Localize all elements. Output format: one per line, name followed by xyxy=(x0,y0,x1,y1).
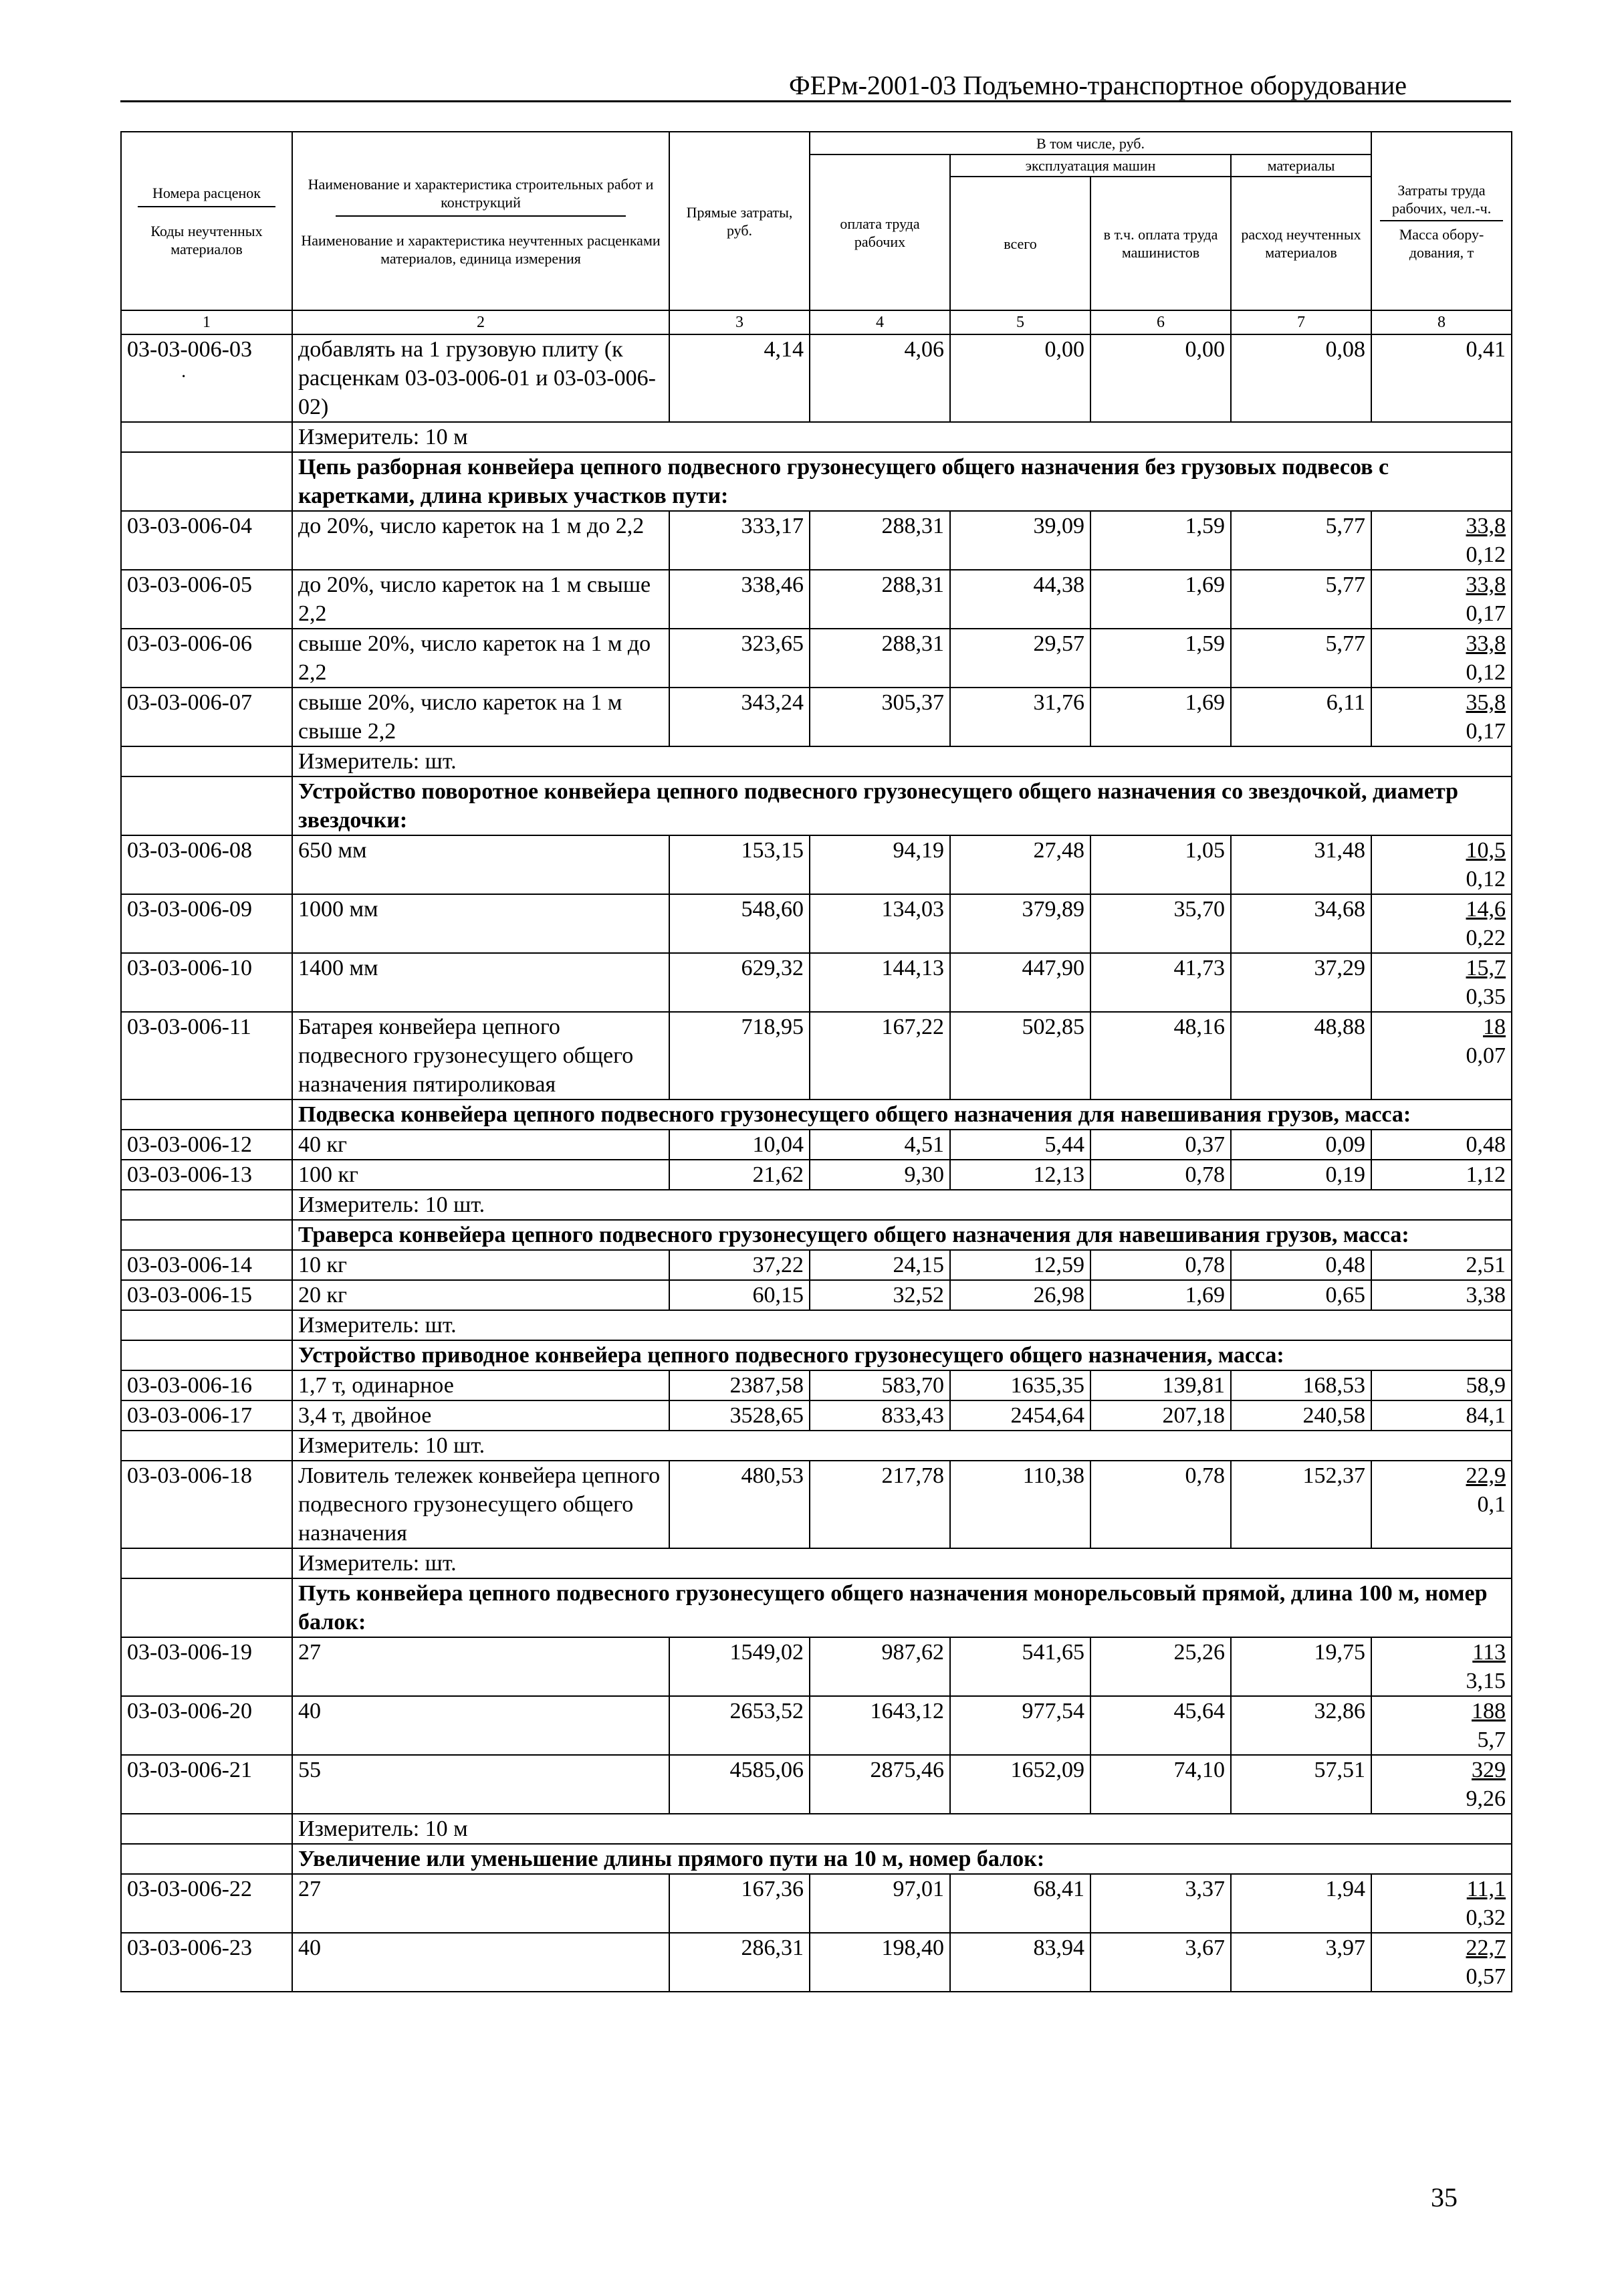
rate-name: 27 xyxy=(292,1637,669,1696)
operators-pay: 45,64 xyxy=(1090,1696,1231,1755)
labor-mass-cell xyxy=(1371,334,1512,422)
rate-code: 03-03-006-07 xyxy=(121,688,292,746)
materials-cost: 57,51 xyxy=(1231,1755,1371,1814)
labor-mass-cell xyxy=(1371,953,1512,1012)
materials-cost: 34,68 xyxy=(1231,894,1371,953)
table-body xyxy=(121,334,1512,1992)
materials-cost: 0,19 xyxy=(1231,1160,1371,1190)
labor-pay: 288,31 xyxy=(810,629,950,688)
labor-mass-cell xyxy=(1371,1130,1512,1160)
labor-mass-cell xyxy=(1371,1160,1512,1190)
meter-label: Измеритель: 10 шт. xyxy=(292,1431,1512,1461)
direct-costs: 3528,65 xyxy=(669,1400,810,1431)
rate-code: 03-03-006-15 xyxy=(121,1280,292,1310)
materials-cost: 5,77 xyxy=(1231,570,1371,629)
rate-code: 03-03-006-19 xyxy=(121,1637,292,1696)
operators-pay: 139,81 xyxy=(1090,1370,1231,1400)
section-row xyxy=(121,1844,1512,1874)
header-including: В том числе, руб. xyxy=(810,132,1371,154)
meter-row xyxy=(121,422,1512,452)
operators-pay: 25,26 xyxy=(1090,1637,1231,1696)
labor-mass-cell xyxy=(1371,835,1512,894)
section-title: Устройство поворотное конвейера цепного подвесного грузонесущего общего назначения со звездочкой, диаметр звездочки: xyxy=(292,776,1512,835)
page-header-title: ФЕРм-2001-03 Подъемно-транспортное оборудование xyxy=(789,70,1407,100)
table-row xyxy=(121,1400,1512,1431)
labor-hours: 3,38 xyxy=(1466,1283,1506,1308)
machines-total: 379,89 xyxy=(950,894,1090,953)
labor-mass-cell xyxy=(1371,1461,1512,1548)
rates-table xyxy=(120,131,1512,1992)
column-number: 2 xyxy=(292,310,669,334)
direct-costs: 548,60 xyxy=(669,894,810,953)
column-number: 5 xyxy=(950,310,1090,334)
equipment-mass: 0,57 xyxy=(1466,1964,1506,1989)
materials-cost: 19,75 xyxy=(1231,1637,1371,1696)
direct-costs: 480,53 xyxy=(669,1461,810,1548)
header-equipment-mass: Масса обору-дования, т xyxy=(1399,225,1484,261)
table-row xyxy=(121,1696,1512,1755)
labor-pay: 24,15 xyxy=(810,1250,950,1280)
machines-total: 12,13 xyxy=(950,1160,1090,1190)
machines-total: 44,38 xyxy=(950,570,1090,629)
materials-cost: 152,37 xyxy=(1231,1461,1371,1548)
labor-pay: 4,06 xyxy=(810,334,950,422)
equipment-mass: 0,32 xyxy=(1466,1905,1506,1930)
table-row xyxy=(121,511,1512,570)
meter-row xyxy=(121,1310,1512,1340)
rate-name: 55 xyxy=(292,1755,669,1814)
machines-total: 5,44 xyxy=(950,1130,1090,1160)
labor-hours: 11,1 xyxy=(1466,1877,1506,1901)
section-row xyxy=(121,1220,1512,1250)
labor-hours: 84,1 xyxy=(1466,1403,1506,1428)
rate-name: 27 xyxy=(292,1874,669,1933)
table-row xyxy=(121,1250,1512,1280)
empty-code-cell xyxy=(121,1220,292,1250)
operators-pay: 35,70 xyxy=(1090,894,1231,953)
labor-hours: 58,9 xyxy=(1466,1373,1506,1398)
materials-cost: 1,94 xyxy=(1231,1874,1371,1933)
table-row xyxy=(121,334,1512,422)
labor-mass-cell xyxy=(1371,1637,1512,1696)
materials-cost: 31,48 xyxy=(1231,835,1371,894)
direct-costs: 10,04 xyxy=(669,1130,810,1160)
operators-pay: 3,67 xyxy=(1090,1933,1231,1992)
rate-name: 100 кг xyxy=(292,1160,669,1190)
meter-label: Измеритель: шт. xyxy=(292,1548,1512,1578)
operators-pay: 74,10 xyxy=(1090,1755,1231,1814)
direct-costs: 153,15 xyxy=(669,835,810,894)
operators-pay: 1,59 xyxy=(1090,629,1231,688)
table-row xyxy=(121,1933,1512,1992)
labor-pay: 4,51 xyxy=(810,1130,950,1160)
equipment-mass: 0,12 xyxy=(1466,867,1506,892)
section-title: Траверса конвейера цепного подвесного грузонесущего общего назначения для навешивания грузов, масса: xyxy=(292,1220,1512,1250)
rate-code: 03-03-006-17 xyxy=(121,1400,292,1431)
labor-pay: 94,19 xyxy=(810,835,950,894)
table-row xyxy=(121,1012,1512,1100)
materials-cost: 3,97 xyxy=(1231,1933,1371,1992)
labor-pay: 198,40 xyxy=(810,1933,950,1992)
table-row xyxy=(121,953,1512,1012)
direct-costs: 37,22 xyxy=(669,1250,810,1280)
rate-code: 03-03-006-10 xyxy=(121,953,292,1012)
header-names xyxy=(292,132,669,310)
operators-pay: 48,16 xyxy=(1090,1012,1231,1100)
machines-total: 1652,09 xyxy=(950,1755,1090,1814)
meter-label: Измеритель: 10 м xyxy=(292,422,1512,452)
header-rate-numbers: Номера расценок xyxy=(152,185,261,201)
table-row xyxy=(121,835,1512,894)
section-title: Устройство приводное конвейера цепного подвесного грузонесущего общего назначения, масса: xyxy=(292,1340,1512,1370)
direct-costs: 343,24 xyxy=(669,688,810,746)
rate-name: 3,4 т, двойное xyxy=(292,1400,669,1431)
meter-label: Измеритель: 10 м xyxy=(292,1814,1512,1844)
column-number: 3 xyxy=(669,310,810,334)
equipment-mass: 0,07 xyxy=(1466,1043,1506,1068)
rate-name: до 20%, число кареток на 1 м свыше 2,2 xyxy=(292,570,669,629)
labor-pay: 167,22 xyxy=(810,1012,950,1100)
rate-name: 40 кг xyxy=(292,1130,669,1160)
rate-name: 650 мм xyxy=(292,835,669,894)
labor-mass-cell xyxy=(1371,629,1512,688)
direct-costs: 1549,02 xyxy=(669,1637,810,1696)
table-row xyxy=(121,1755,1512,1814)
meter-label: Измеритель: шт. xyxy=(292,1310,1512,1340)
rate-name: 1,7 т, одинарное xyxy=(292,1370,669,1400)
empty-code-cell xyxy=(121,1548,292,1578)
empty-code-cell xyxy=(121,1190,292,1220)
direct-costs: 2653,52 xyxy=(669,1696,810,1755)
rate-name: свыше 20%, число кареток на 1 м свыше 2,2 xyxy=(292,688,669,746)
empty-code-cell xyxy=(121,746,292,776)
labor-mass-cell xyxy=(1371,1696,1512,1755)
labor-hours: 14,6 xyxy=(1466,897,1506,922)
labor-hours: 10,5 xyxy=(1466,838,1506,863)
empty-code-cell xyxy=(121,452,292,511)
labor-mass-cell xyxy=(1371,1400,1512,1431)
rate-code: 03-03-006-05 xyxy=(121,570,292,629)
empty-code-cell xyxy=(121,1814,292,1844)
rate-code: 03-03-006-18 xyxy=(121,1461,292,1548)
labor-mass-cell xyxy=(1371,1874,1512,1933)
operators-pay: 0,78 xyxy=(1090,1250,1231,1280)
empty-code-cell xyxy=(121,1578,292,1637)
labor-pay: 217,78 xyxy=(810,1461,950,1548)
rate-name: свыше 20%, число кареток на 1 м до 2,2 xyxy=(292,629,669,688)
labor-pay: 1643,12 xyxy=(810,1696,950,1755)
machines-total: 39,09 xyxy=(950,511,1090,570)
operators-pay: 1,69 xyxy=(1090,1280,1231,1310)
equipment-mass: 0,1 xyxy=(1477,1492,1506,1517)
rate-name: Ловитель тележек конвейера цепного подвесного грузонесущего общего назначения xyxy=(292,1461,669,1548)
labor-pay: 305,37 xyxy=(810,688,950,746)
header-labor-pay: оплата труда рабочих xyxy=(810,154,950,310)
direct-costs: 718,95 xyxy=(669,1012,810,1100)
direct-costs: 2387,58 xyxy=(669,1370,810,1400)
meter-row xyxy=(121,746,1512,776)
empty-code-cell xyxy=(121,776,292,835)
labor-mass-cell xyxy=(1371,1012,1512,1100)
header-labor-costs: Затраты труда рабочих, чел.-ч. xyxy=(1391,181,1492,217)
section-row xyxy=(121,776,1512,835)
machines-total: 12,59 xyxy=(950,1250,1090,1280)
empty-code-cell xyxy=(121,1100,292,1130)
labor-hours: 18 xyxy=(1483,1015,1506,1039)
machines-total: 26,98 xyxy=(950,1280,1090,1310)
equipment-mass: 0,12 xyxy=(1466,660,1506,685)
materials-cost: 0,48 xyxy=(1231,1250,1371,1280)
materials-cost: 37,29 xyxy=(1231,953,1371,1012)
labor-pay: 288,31 xyxy=(810,511,950,570)
operators-pay: 1,59 xyxy=(1090,511,1231,570)
rate-code: 03-03-006-04 xyxy=(121,511,292,570)
table-row xyxy=(121,629,1512,688)
labor-hours: 329 xyxy=(1472,1758,1506,1782)
labor-hours: 2,51 xyxy=(1466,1253,1506,1277)
rate-code: 03-03-006-22 xyxy=(121,1874,292,1933)
header-materials-group: материалы xyxy=(1231,154,1371,177)
labor-pay: 288,31 xyxy=(810,570,950,629)
header-material-codes: Коды неучтенных материалов xyxy=(150,223,263,257)
rate-code: 03-03-006-12 xyxy=(121,1130,292,1160)
labor-mass-cell xyxy=(1371,511,1512,570)
labor-mass-cell xyxy=(1371,688,1512,746)
labor-pay: 987,62 xyxy=(810,1637,950,1696)
rate-name: Батарея конвейера цепного подвесного грузонесущего общего назначения пятироликовая xyxy=(292,1012,669,1100)
header-materials-consumption: расход неучтенных материалов xyxy=(1231,177,1371,310)
header-labor-mass xyxy=(1371,132,1512,310)
labor-pay: 144,13 xyxy=(810,953,950,1012)
section-row xyxy=(121,452,1512,511)
materials-cost: 240,58 xyxy=(1231,1400,1371,1431)
meter-row xyxy=(121,1814,1512,1844)
equipment-mass: 0,17 xyxy=(1466,601,1506,626)
empty-code-cell xyxy=(121,1310,292,1340)
machines-total: 0,00 xyxy=(950,334,1090,422)
labor-hours: 33,8 xyxy=(1466,514,1506,538)
table-row xyxy=(121,570,1512,629)
labor-pay: 134,03 xyxy=(810,894,950,953)
direct-costs: 323,65 xyxy=(669,629,810,688)
rate-name: добавлять на 1 грузовую плиту (к расценкам 03-03-006-01 и 03-03-006-02) xyxy=(292,334,669,422)
section-title: Подвеска конвейера цепного подвесного грузонесущего общего назначения для навешивания грузов, масса: xyxy=(292,1100,1512,1130)
direct-costs: 333,17 xyxy=(669,511,810,570)
materials-cost: 5,77 xyxy=(1231,629,1371,688)
section-title: Цепь разборная конвейера цепного подвесного грузонесущего общего назначения без грузовых подвесов с каретками, длина кривых участков пути: xyxy=(292,452,1512,511)
materials-cost: 0,09 xyxy=(1231,1130,1371,1160)
meter-label: Измеритель: шт. xyxy=(292,746,1512,776)
labor-hours: 15,7 xyxy=(1466,956,1506,980)
labor-pay: 583,70 xyxy=(810,1370,950,1400)
materials-cost: 0,08 xyxy=(1231,334,1371,422)
equipment-mass: 5,7 xyxy=(1477,1728,1506,1752)
operators-pay: 207,18 xyxy=(1090,1400,1231,1431)
table-row xyxy=(121,1874,1512,1933)
labor-hours: 1,12 xyxy=(1466,1162,1506,1187)
machines-total: 447,90 xyxy=(950,953,1090,1012)
rate-name: 1400 мм xyxy=(292,953,669,1012)
labor-pay: 32,52 xyxy=(810,1280,950,1310)
equipment-mass: 0,22 xyxy=(1466,926,1506,950)
direct-costs: 338,46 xyxy=(669,570,810,629)
direct-costs: 167,36 xyxy=(669,1874,810,1933)
header-material-name: Наименование и характеристика неучтенных расценками материалов, единица измерения xyxy=(301,231,661,267)
labor-hours: 188 xyxy=(1472,1699,1506,1724)
operators-pay: 0,37 xyxy=(1090,1130,1231,1160)
operators-pay: 0,00 xyxy=(1090,334,1231,422)
machines-total: 977,54 xyxy=(950,1696,1090,1755)
header-direct-costs: Прямые затраты, руб. xyxy=(669,132,810,310)
section-row xyxy=(121,1340,1512,1370)
machines-total: 68,41 xyxy=(950,1874,1090,1933)
direct-costs: 286,31 xyxy=(669,1933,810,1992)
meter-row xyxy=(121,1548,1512,1578)
empty-code-cell xyxy=(121,1431,292,1461)
header-codes xyxy=(121,132,292,310)
direct-costs: 4,14 xyxy=(669,334,810,422)
labor-mass-cell xyxy=(1371,894,1512,953)
machines-total: 29,57 xyxy=(950,629,1090,688)
rate-code: 03-03-006-08 xyxy=(121,835,292,894)
rate-name: 20 кг xyxy=(292,1280,669,1310)
column-number: 7 xyxy=(1231,310,1371,334)
rate-name: до 20%, число кареток на 1 м до 2,2 xyxy=(292,511,669,570)
empty-code-cell xyxy=(121,1844,292,1874)
column-number: 1 xyxy=(121,310,292,334)
meter-row xyxy=(121,1190,1512,1220)
header-work-name: Наименование и характеристика строительных работ и конструкций xyxy=(308,175,654,211)
section-row xyxy=(121,1578,1512,1637)
rate-code: 03-03-006-21 xyxy=(121,1755,292,1814)
section-title: Путь конвейера цепного подвесного грузонесущего общего назначения монорельсовый прямой, длина 100 м, номер балок: xyxy=(292,1578,1512,1637)
equipment-mass: 3,15 xyxy=(1466,1669,1506,1693)
machines-total: 1635,35 xyxy=(950,1370,1090,1400)
machines-total: 502,85 xyxy=(950,1012,1090,1100)
equipment-mass: 0,12 xyxy=(1466,542,1506,567)
operators-pay: 0,78 xyxy=(1090,1160,1231,1190)
machines-total: 27,48 xyxy=(950,835,1090,894)
meter-label: Измеритель: 10 шт. xyxy=(292,1190,1512,1220)
operators-pay: 1,05 xyxy=(1090,835,1231,894)
labor-hours: 33,8 xyxy=(1466,572,1506,597)
rate-code: 03-03-006-23 xyxy=(121,1933,292,1992)
labor-pay: 2875,46 xyxy=(810,1755,950,1814)
labor-mass-cell xyxy=(1371,570,1512,629)
labor-hours: 35,8 xyxy=(1466,690,1506,715)
section-title: Увеличение или уменьшение длины прямого пути на 10 м, номер балок: xyxy=(292,1844,1512,1874)
column-number: 4 xyxy=(810,310,950,334)
direct-costs: 4585,06 xyxy=(669,1755,810,1814)
empty-code-cell xyxy=(121,1340,292,1370)
machines-total: 110,38 xyxy=(950,1461,1090,1548)
labor-pay: 97,01 xyxy=(810,1874,950,1933)
labor-hours: 0,41 xyxy=(1466,337,1506,362)
header-machines-group: эксплуатация машин xyxy=(950,154,1231,177)
rate-code: 03-03-006-16 xyxy=(121,1370,292,1400)
table-row xyxy=(121,1160,1512,1190)
page-number: 35 xyxy=(1431,2182,1458,2212)
operators-pay: 0,78 xyxy=(1090,1461,1231,1548)
labor-mass-cell xyxy=(1371,1933,1512,1992)
materials-cost: 5,77 xyxy=(1231,511,1371,570)
labor-pay: 833,43 xyxy=(810,1400,950,1431)
materials-cost: 32,86 xyxy=(1231,1696,1371,1755)
operators-pay: 41,73 xyxy=(1090,953,1231,1012)
machines-total: 541,65 xyxy=(950,1637,1090,1696)
table-row xyxy=(121,1130,1512,1160)
rate-name: 10 кг xyxy=(292,1250,669,1280)
machines-total: 83,94 xyxy=(950,1933,1090,1992)
labor-mass-cell xyxy=(1371,1370,1512,1400)
labor-pay: 9,30 xyxy=(810,1160,950,1190)
table-row xyxy=(121,1280,1512,1310)
equipment-mass: 0,35 xyxy=(1466,984,1506,1009)
rate-code: 03-03-006-06 xyxy=(121,629,292,688)
equipment-mass: 9,26 xyxy=(1466,1786,1506,1811)
direct-costs: 629,32 xyxy=(669,953,810,1012)
header-rule xyxy=(120,100,1511,102)
table-row xyxy=(121,894,1512,953)
column-number: 6 xyxy=(1090,310,1231,334)
labor-mass-cell xyxy=(1371,1280,1512,1310)
labor-mass-cell xyxy=(1371,1755,1512,1814)
rate-name: 40 xyxy=(292,1696,669,1755)
rate-code: 03-03-006-20 xyxy=(121,1696,292,1755)
operators-pay: 1,69 xyxy=(1090,570,1231,629)
labor-hours: 33,8 xyxy=(1466,631,1506,656)
rate-name: 40 xyxy=(292,1933,669,1992)
equipment-mass: 0,17 xyxy=(1466,719,1506,744)
rate-code: 03-03-006-09 xyxy=(121,894,292,953)
meter-row xyxy=(121,1431,1512,1461)
section-row xyxy=(121,1100,1512,1130)
table-row xyxy=(121,1637,1512,1696)
column-number: 8 xyxy=(1371,310,1512,334)
operators-pay: 3,37 xyxy=(1090,1874,1231,1933)
rate-name: 1000 мм xyxy=(292,894,669,953)
operators-pay: 1,69 xyxy=(1090,688,1231,746)
direct-costs: 60,15 xyxy=(669,1280,810,1310)
table-row xyxy=(121,1370,1512,1400)
table-row xyxy=(121,688,1512,746)
materials-cost: 0,65 xyxy=(1231,1280,1371,1310)
labor-hours: 22,9 xyxy=(1466,1463,1506,1488)
labor-mass-cell xyxy=(1371,1250,1512,1280)
rate-code: 03-03-006-03 xyxy=(121,334,292,422)
labor-hours: 0,48 xyxy=(1466,1132,1506,1157)
rate-code: 03-03-006-13 xyxy=(121,1160,292,1190)
labor-hours: 22,7 xyxy=(1466,1936,1506,1960)
direct-costs: 21,62 xyxy=(669,1160,810,1190)
materials-cost: 6,11 xyxy=(1231,688,1371,746)
machines-total: 2454,64 xyxy=(950,1400,1090,1431)
empty-code-cell xyxy=(121,422,292,452)
labor-hours: 113 xyxy=(1472,1640,1506,1665)
materials-cost: 168,53 xyxy=(1231,1370,1371,1400)
header-operators-pay: в т.ч. оплата труда машинистов xyxy=(1090,177,1231,310)
rate-code: 03-03-006-11 xyxy=(121,1012,292,1100)
materials-cost: 48,88 xyxy=(1231,1012,1371,1100)
stray-mark: · xyxy=(181,367,187,387)
machines-total: 31,76 xyxy=(950,688,1090,746)
table-row xyxy=(121,1461,1512,1548)
rate-code: 03-03-006-14 xyxy=(121,1250,292,1280)
header-machines-total: всего xyxy=(950,177,1090,310)
